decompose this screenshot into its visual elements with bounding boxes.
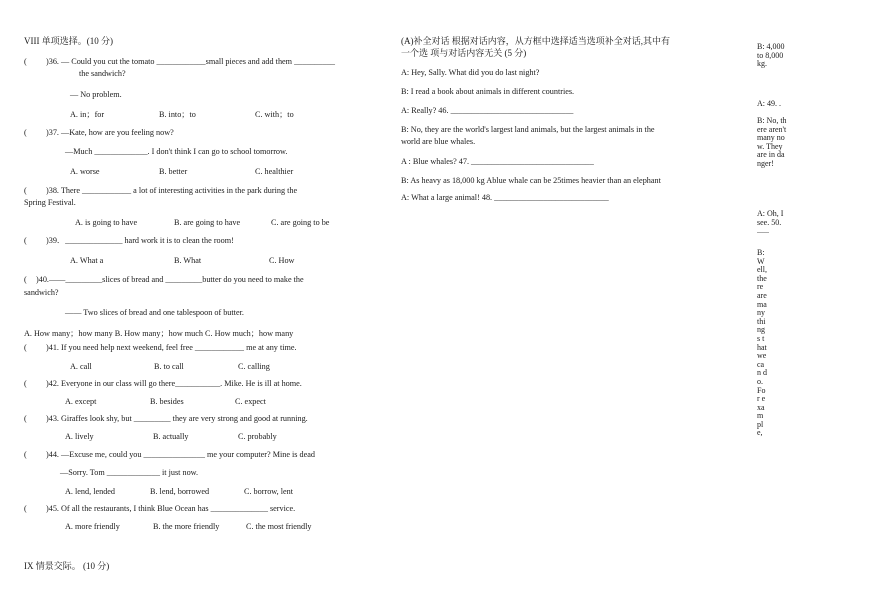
q36-question-cont: the sandwich? [79,69,126,78]
q41-option-c: C. calling [238,362,270,371]
q37-reply: —Much _____________. I don't think I can go to school tomorrow. [65,147,288,156]
q41-option-a: A. call [70,362,92,371]
q42-question: )42. Everyone in our class will go there___________. Mike. He is ill at home. [46,379,302,388]
narrow-dialog-block: B: No, there aren't many now. They are in danger! [757,116,787,168]
q44-answer-paren: ( [24,450,27,459]
narrow-dialog-block: B: Well, there are many things that we can do. For example, [757,248,767,438]
q41-option-b: B. to call [154,362,184,371]
section-8-title: VIII 单项选择。(10 分) [24,36,113,46]
q38-question: )38. There ____________ a lot of interesting activities in the park during the [46,186,298,195]
q43-option-c: C. probably [238,432,277,441]
q42-option-c: C. expect [235,397,266,406]
q39-option-c: C. How [269,256,295,265]
q41-answer-paren: ( [24,343,27,352]
q42-answer-paren: ( [24,379,27,388]
narrow-dialog-block: B: 4,000 to 8,000 kg. [757,42,785,69]
q38-answer-paren: ( [24,186,27,195]
q38-question-cont: Spring Festival. [24,198,76,207]
q44-option-b: B. lend, borrowed [150,487,210,496]
q36-question: )36. — Could you cut the tomato ____________small pieces and add them __________ [46,57,336,66]
q37-option-a: A. worse [70,167,100,176]
q43-option-a: A. lively [65,432,94,441]
dialog-heading: (A)补全对话 根据对话内容，从方框中选择适当选项补全对话,其中有 [401,36,670,46]
dialog-line: world are blue whales. [401,137,476,146]
q36-reply: — No problem. [70,90,122,99]
q40-answer-paren: ( [24,275,27,284]
q43-answer-paren: ( [24,414,27,423]
q38-option-c: C. are going to be [271,218,330,227]
q43-question: )43. Giraffes look shy, but _________ they are very strong and good at running. [46,414,308,423]
narrow-dialog-block: A: 49. . [757,99,781,108]
q36-option-a: A. in；for [70,110,105,119]
dialog-heading-cont: 一个选 项与对话内容无关 (5 分) [401,48,527,58]
dialog-line: A: What a large animal! 48. ____________________________ [401,193,609,202]
q40-reply: —— Two slices of bread and one tablespoon of butter. [65,308,244,317]
q37-option-c: C. healthier [255,167,294,176]
dialog-line: B: No, they are the world's largest land animals, but the largest animals in the [401,125,655,134]
dialog-line: A : Blue whales? 47. ______________________________ [401,157,594,166]
section-9-title: IX 情景交际。 (10 分) [24,561,110,571]
q37-answer-paren: ( [24,128,27,137]
q45-option-b: B. the more friendly [153,522,220,531]
q36-answer-paren: ( [24,57,27,66]
q39-option-b: B. What [174,256,202,265]
q44-option-a: A. lend, lended [65,487,116,496]
q40-options: A. How many；how many B. How many；how much C. How much；how many [24,329,294,338]
q39-option-a: A. What a [70,256,104,265]
q44-option-c: C. borrow, lent [244,487,294,496]
q39-question: )39．______________ hard work it is to clean the room! [46,236,234,245]
q45-answer-paren: ( [24,504,27,513]
q37-option-b: B. better [159,167,188,176]
q39-answer-paren: ( [24,236,27,245]
q45-option-a: A. more friendly [65,522,120,531]
q44-reply: —Sorry. Tom _____________ it just now. [60,468,199,477]
q37-question: )37. —Kate, how are you feeling now? [46,128,174,137]
q36-option-c: C. with；to [255,110,294,119]
dialog-line: B: I read a book about animals in different countries. [401,87,575,96]
q45-question: )45. Of all the restaurants, I think Blue Ocean has ______________ service. [46,504,296,513]
q41-question: )41. If you need help next weekend, feel free ____________ me at any time. [46,343,297,352]
dialog-line: A: Hey, Sally. What did you do last night? [401,68,540,77]
q43-option-b: B. actually [153,432,189,441]
q38-option-a: A. is going to have [75,218,138,227]
q44-question: )44. —Excuse me, could you _______________ me your computer? Mine is dead [46,450,315,459]
narrow-dialog-block: A: Oh, I see. 50. ...... [757,209,784,236]
dialog-line: A: Really? 46. ______________________________ [401,106,574,115]
q36-option-b: B. into；to [159,110,196,119]
q40-question: )40.——_________slices of bread and _________butter do you need to make the [36,275,304,284]
q42-option-a: A. except [65,397,97,406]
q45-option-c: C. the most friendly [246,522,312,531]
dialog-line: B: As heavy as 18,000 kg Ablue whale can be 25times heavier than an elephant [401,176,661,185]
q42-option-b: B. besides [150,397,184,406]
q38-option-b: B. are going to have [174,218,241,227]
q40-question-cont: sandwich? [24,288,59,297]
